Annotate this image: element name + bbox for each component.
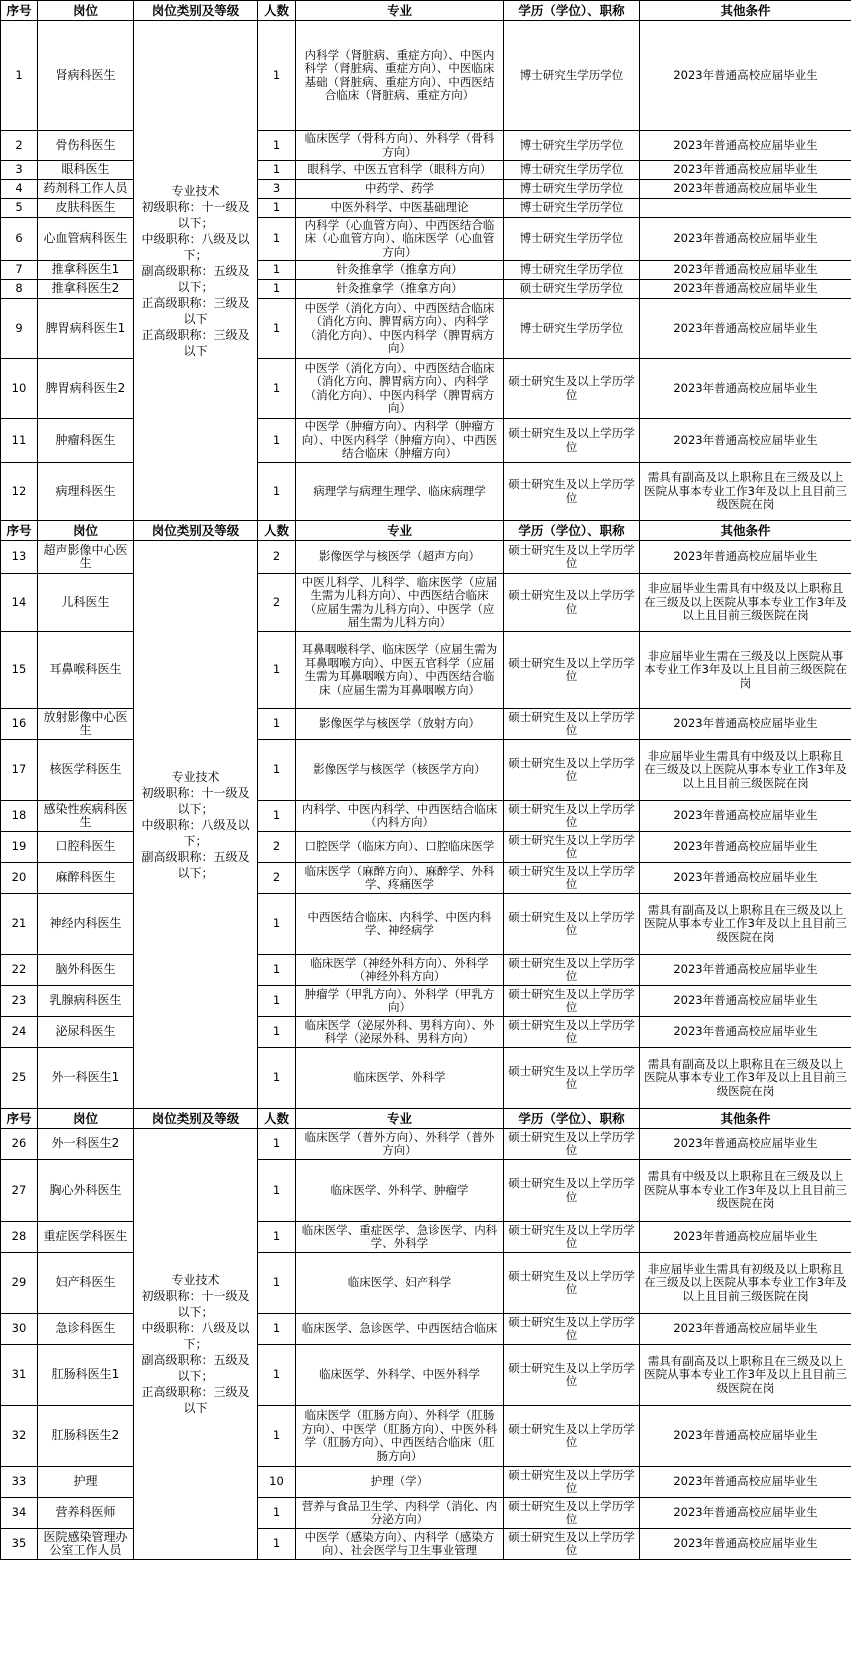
post-name: 药剂科工作人员 (38, 180, 134, 199)
post-name: 推拿科医生2 (38, 280, 134, 299)
headcount: 1 (258, 419, 296, 463)
major-requirement: 护理（学） (296, 1467, 504, 1498)
headcount: 1 (258, 131, 296, 161)
major-requirement: 中医学（消化方向）、中西医结合临床（消化方向、脾胃病方向）、内科学（消化方向）、中医内科学（脾胃病方向） (296, 299, 504, 359)
major-requirement: 影像医学与核医学（放射方向） (296, 709, 504, 740)
major-requirement: 临床医学（神经外科方向）、外科学（神经外科方向） (296, 955, 504, 986)
post-name: 心血管病科医生 (38, 218, 134, 261)
row-number: 16 (1, 709, 38, 740)
post-category-cell: 专业技术 初级职称：十一级及以下； 中级职称：八级及以下； 副高级职称：五级及以下； (134, 541, 258, 1109)
header-other: 其他条件 (640, 1, 851, 21)
post-name: 肿瘤科医生 (38, 419, 134, 463)
other-conditions: 需具有副高及以上职称且在三级及以上医院从事本专业工作3年及以上且目前三级医院在岗 (640, 894, 851, 955)
row-number: 26 (1, 1129, 38, 1160)
post-name: 乳腺病科医生 (38, 986, 134, 1017)
row-number: 25 (1, 1048, 38, 1109)
other-conditions: 2023年普通高校应届毕业生 (640, 261, 851, 280)
post-name: 泌尿科医生 (38, 1017, 134, 1048)
header-education: 学历（学位）、职称 (504, 1, 640, 21)
post-name: 神经内科医生 (38, 894, 134, 955)
table-row (1, 463, 851, 521)
major-requirement: 临床医学（泌尿外科、男科方向）、外科学（泌尿外科、男科方向） (296, 1017, 504, 1048)
education-requirement: 硕士研究生及以上学历学位 (504, 894, 640, 955)
row-number: 29 (1, 1253, 38, 1314)
post-name: 脑外科医生 (38, 955, 134, 986)
row-number: 1 (1, 21, 38, 131)
education-requirement: 硕士研究生及以上学历学位 (504, 463, 640, 521)
other-conditions: 2023年普通高校应届毕业生 (640, 832, 851, 863)
headcount: 2 (258, 574, 296, 632)
headcount: 1 (258, 1345, 296, 1406)
table-body (1, 1, 851, 1560)
row-number: 28 (1, 1222, 38, 1253)
education-requirement: 硕士研究生及以上学历学位 (504, 1345, 640, 1406)
education-requirement: 博士研究生学历学位 (504, 261, 640, 280)
major-requirement: 内科学、中医内科学、中西医结合临床（内科方向） (296, 801, 504, 832)
education-requirement: 博士研究生学历学位 (504, 199, 640, 218)
education-requirement: 硕士研究生及以上学历学位 (504, 1222, 640, 1253)
other-conditions: 2023年普通高校应届毕业生 (640, 161, 851, 180)
education-requirement: 博士研究生学历学位 (504, 131, 640, 161)
headcount: 1 (258, 1406, 296, 1467)
header-major: 专业 (296, 521, 504, 541)
headcount: 1 (258, 1498, 296, 1529)
education-requirement: 硕士研究生及以上学历学位 (504, 1529, 640, 1560)
post-name: 超声影像中心医生 (38, 541, 134, 574)
table-row (1, 574, 851, 632)
major-requirement: 眼科学、中医五官科学（眼科方向） (296, 161, 504, 180)
post-name: 儿科医生 (38, 574, 134, 632)
other-conditions: 2023年普通高校应届毕业生 (640, 359, 851, 419)
table-row (1, 419, 851, 463)
post-name: 外一科医生1 (38, 1048, 134, 1109)
other-conditions: 需具有副高及以上职称且在三级及以上医院从事本专业工作3年及以上且目前三级医院在岗 (640, 1345, 851, 1406)
headcount: 1 (258, 299, 296, 359)
table-row (1, 1498, 851, 1529)
table-row (1, 1467, 851, 1498)
headcount: 1 (258, 709, 296, 740)
row-number: 15 (1, 632, 38, 709)
table-row (1, 863, 851, 894)
table-header-row (1, 1, 851, 21)
row-number: 27 (1, 1160, 38, 1222)
major-requirement: 中医外科学、中医基础理论 (296, 199, 504, 218)
other-conditions: 2023年普通高校应届毕业生 (640, 299, 851, 359)
education-requirement: 硕士研究生及以上学历学位 (504, 1160, 640, 1222)
other-conditions: 非应届毕业生需具有初级及以上职称且在三级及以上医院从事本专业工作3年及以上且目前三级医院在岗 (640, 1253, 851, 1314)
major-requirement: 中医儿科学、儿科学、临床医学（应届生需为儿科方向）、中西医结合临床（应届生需为儿科方向）、中医学（应届生需为儿科方向） (296, 574, 504, 632)
major-requirement: 中医学（消化方向）、中西医结合临床（消化方向、脾胃病方向）、内科学（消化方向）、中医内科学（脾胃病方向） (296, 359, 504, 419)
post-name: 肛肠科医生2 (38, 1406, 134, 1467)
table-header-row (1, 1109, 851, 1129)
table-row (1, 801, 851, 832)
table-row (1, 299, 851, 359)
major-requirement: 临床医学（普外方向）、外科学（普外方向） (296, 1129, 504, 1160)
post-name: 医院感染管理办公室工作人员 (38, 1529, 134, 1560)
other-conditions: 2023年普通高校应届毕业生 (640, 1406, 851, 1467)
table-row (1, 261, 851, 280)
header-education: 学历（学位）、职称 (504, 521, 640, 541)
major-requirement: 中药学、药学 (296, 180, 504, 199)
major-requirement: 影像医学与核医学（核医学方向） (296, 740, 504, 801)
header-no: 序号 (1, 1109, 38, 1129)
table-row (1, 1222, 851, 1253)
table-row (1, 1017, 851, 1048)
other-conditions: 2023年普通高校应届毕业生 (640, 218, 851, 261)
other-conditions: 2023年普通高校应届毕业生 (640, 280, 851, 299)
post-name: 耳鼻喉科医生 (38, 632, 134, 709)
post-name: 肾病科医生 (38, 21, 134, 131)
table-row (1, 1529, 851, 1560)
education-requirement: 硕士研究生及以上学历学位 (504, 1314, 640, 1345)
headcount: 1 (258, 1160, 296, 1222)
table-row (1, 218, 851, 261)
post-name: 脾胃病科医生2 (38, 359, 134, 419)
table-row (1, 359, 851, 419)
headcount: 1 (258, 463, 296, 521)
major-requirement: 临床医学（麻醉方向）、麻醉学、外科学、疼痛医学 (296, 863, 504, 894)
post-name: 骨伤科医生 (38, 131, 134, 161)
header-post: 岗位 (38, 521, 134, 541)
row-number: 13 (1, 541, 38, 574)
other-conditions: 2023年普通高校应届毕业生 (640, 709, 851, 740)
row-number: 3 (1, 161, 38, 180)
major-requirement: 营养与食品卫生学、内科学（消化、内分泌方向） (296, 1498, 504, 1529)
education-requirement: 硕士研究生及以上学历学位 (504, 1017, 640, 1048)
post-name: 急诊科医生 (38, 1314, 134, 1345)
post-name: 妇产科医生 (38, 1253, 134, 1314)
header-other: 其他条件 (640, 1109, 851, 1129)
header-major: 专业 (296, 1109, 504, 1129)
table-row (1, 1160, 851, 1222)
post-name: 眼科医生 (38, 161, 134, 180)
row-number: 7 (1, 261, 38, 280)
headcount: 1 (258, 1314, 296, 1345)
other-conditions: 非应届毕业生需具有中级及以上职称且在三级及以上医院从事本专业工作3年及以上且目前三级医院在岗 (640, 574, 851, 632)
row-number: 10 (1, 359, 38, 419)
education-requirement: 硕士研究生及以上学历学位 (504, 863, 640, 894)
row-number: 9 (1, 299, 38, 359)
major-requirement: 耳鼻咽喉科学、临床医学（应届生需为耳鼻咽喉方向）、中医五官科学（应届生需为耳鼻咽喉方向）、中西医结合临床（应届生需为耳鼻咽喉方向） (296, 632, 504, 709)
post-name: 脾胃病科医生1 (38, 299, 134, 359)
major-requirement: 内科学（肾脏病、重症方向）、中医内科学（肾脏病、重症方向）、中医临床基础（肾脏病、重症方向）、中西医结合临床（肾脏病、重症方向） (296, 21, 504, 131)
header-count: 人数 (258, 1109, 296, 1129)
table-row (1, 1406, 851, 1467)
table-row (1, 1129, 851, 1160)
table-row (1, 832, 851, 863)
table-row (1, 894, 851, 955)
table-row (1, 955, 851, 986)
other-conditions: 2023年普通高校应届毕业生 (640, 1529, 851, 1560)
other-conditions: 2023年普通高校应届毕业生 (640, 986, 851, 1017)
headcount: 1 (258, 218, 296, 261)
other-conditions: 2023年普通高校应届毕业生 (640, 1314, 851, 1345)
headcount: 1 (258, 261, 296, 280)
other-conditions: 2023年普通高校应届毕业生 (640, 1129, 851, 1160)
row-number: 31 (1, 1345, 38, 1406)
headcount: 1 (258, 199, 296, 218)
row-number: 19 (1, 832, 38, 863)
row-number: 23 (1, 986, 38, 1017)
other-conditions: 2023年普通高校应届毕业生 (640, 1467, 851, 1498)
row-number: 22 (1, 955, 38, 986)
other-conditions: 2023年普通高校应届毕业生 (640, 180, 851, 199)
other-conditions: 2023年普通高校应届毕业生 (640, 21, 851, 131)
education-requirement: 硕士研究生及以上学历学位 (504, 574, 640, 632)
other-conditions: 2023年普通高校应届毕业生 (640, 1498, 851, 1529)
other-conditions: 需具有中级及以上职称且在三级及以上医院从事本专业工作3年及以上且目前三级医院在岗 (640, 1160, 851, 1222)
header-post: 岗位 (38, 1109, 134, 1129)
education-requirement: 硕士研究生及以上学历学位 (504, 1467, 640, 1498)
other-conditions (640, 199, 851, 218)
header-no: 序号 (1, 521, 38, 541)
major-requirement: 临床医学、外科学、肿瘤学 (296, 1160, 504, 1222)
row-number: 8 (1, 280, 38, 299)
table-row (1, 1314, 851, 1345)
row-number: 33 (1, 1467, 38, 1498)
headcount: 2 (258, 832, 296, 863)
major-requirement: 针灸推拿学（推拿方向） (296, 261, 504, 280)
major-requirement: 临床医学、急诊医学、中西医结合临床 (296, 1314, 504, 1345)
major-requirement: 临床医学、妇产科学 (296, 1253, 504, 1314)
other-conditions: 2023年普通高校应届毕业生 (640, 1017, 851, 1048)
post-name: 护理 (38, 1467, 134, 1498)
other-conditions: 2023年普通高校应届毕业生 (640, 1222, 851, 1253)
header-major: 专业 (296, 1, 504, 21)
row-number: 35 (1, 1529, 38, 1560)
header-other: 其他条件 (640, 521, 851, 541)
major-requirement: 口腔医学（临床方向）、口腔临床医学 (296, 832, 504, 863)
major-requirement: 临床医学、外科学、中医外科学 (296, 1345, 504, 1406)
table-row (1, 986, 851, 1017)
other-conditions: 2023年普通高校应届毕业生 (640, 541, 851, 574)
other-conditions: 2023年普通高校应届毕业生 (640, 419, 851, 463)
table-row (1, 632, 851, 709)
other-conditions: 需具有副高及以上职称且在三级及以上医院从事本专业工作3年及以上且目前三级医院在岗 (640, 463, 851, 521)
major-requirement: 中医学（肿瘤方向）、内科学（肿瘤方向）、中医内科学（肿瘤方向）、中西医结合临床（肿瘤方向） (296, 419, 504, 463)
row-number: 12 (1, 463, 38, 521)
education-requirement: 硕士研究生及以上学历学位 (504, 740, 640, 801)
row-number: 18 (1, 801, 38, 832)
row-number: 4 (1, 180, 38, 199)
other-conditions: 2023年普通高校应届毕业生 (640, 801, 851, 832)
post-name: 皮肤科医生 (38, 199, 134, 218)
headcount: 10 (258, 1467, 296, 1498)
headcount: 1 (258, 955, 296, 986)
table-row (1, 1345, 851, 1406)
post-name: 口腔科医生 (38, 832, 134, 863)
headcount: 1 (258, 632, 296, 709)
post-name: 推拿科医生1 (38, 261, 134, 280)
major-requirement: 临床医学（骨科方向）、外科学（骨科方向） (296, 131, 504, 161)
post-category-cell: 专业技术 初级职称：十一级及以下； 中级职称：八级及以下； 副高级职称：五级及以下； 正高级职称：三级及以下 (134, 1129, 258, 1560)
major-requirement: 针灸推拿学（推拿方向） (296, 280, 504, 299)
headcount: 1 (258, 21, 296, 131)
table-row (1, 280, 851, 299)
major-requirement: 中西医结合临床、内科学、中医内科学、神经病学 (296, 894, 504, 955)
row-number: 34 (1, 1498, 38, 1529)
post-name: 病理科医生 (38, 463, 134, 521)
major-requirement: 内科学（心血管方向）、中西医结合临床（心血管方向）、临床医学（心血管方向） (296, 218, 504, 261)
other-conditions: 非应届毕业生需具有中级及以上职称且在三级及以上医院从事本专业工作3年及以上且目前三级医院在岗 (640, 740, 851, 801)
education-requirement: 硕士研究生及以上学历学位 (504, 955, 640, 986)
headcount: 3 (258, 180, 296, 199)
row-number: 6 (1, 218, 38, 261)
education-requirement: 博士研究生学历学位 (504, 21, 640, 131)
header-education: 学历（学位）、职称 (504, 1109, 640, 1129)
education-requirement: 硕士研究生及以上学历学位 (504, 419, 640, 463)
table-row (1, 21, 851, 131)
education-requirement: 硕士研究生及以上学历学位 (504, 541, 640, 574)
education-requirement: 硕士研究生及以上学历学位 (504, 986, 640, 1017)
major-requirement: 肿瘤学（甲乳方向）、外科学（甲乳方向） (296, 986, 504, 1017)
row-number: 17 (1, 740, 38, 801)
other-conditions: 2023年普通高校应届毕业生 (640, 863, 851, 894)
other-conditions: 非应届毕业生需在三级及以上医院从事本专业工作3年及以上且目前三级医院在岗 (640, 632, 851, 709)
header-category: 岗位类别及等级 (134, 521, 258, 541)
post-name: 外一科医生2 (38, 1129, 134, 1160)
education-requirement: 硕士研究生及以上学历学位 (504, 1129, 640, 1160)
row-number: 2 (1, 131, 38, 161)
headcount: 1 (258, 1048, 296, 1109)
row-number: 32 (1, 1406, 38, 1467)
headcount: 1 (258, 1253, 296, 1314)
post-name: 营养科医师 (38, 1498, 134, 1529)
headcount: 1 (258, 359, 296, 419)
education-requirement: 硕士研究生及以上学历学位 (504, 1253, 640, 1314)
major-requirement: 中医学（感染方向）、内科学（感染方向）、社会医学与卫生事业管理 (296, 1529, 504, 1560)
headcount: 2 (258, 541, 296, 574)
row-number: 20 (1, 863, 38, 894)
table-row (1, 740, 851, 801)
post-name: 重症医学科医生 (38, 1222, 134, 1253)
post-name: 肛肠科医生1 (38, 1345, 134, 1406)
education-requirement: 博士研究生学历学位 (504, 161, 640, 180)
headcount: 1 (258, 1222, 296, 1253)
major-requirement: 临床医学（肛肠方向）、外科学（肛肠方向）、中医学（肛肠方向）、中医外科学（肛肠方向）、中西医结合临床（肛肠方向） (296, 1406, 504, 1467)
header-no: 序号 (1, 1, 38, 21)
education-requirement: 硕士研究生及以上学历学位 (504, 359, 640, 419)
table-row (1, 131, 851, 161)
table-row (1, 1253, 851, 1314)
headcount: 1 (258, 1129, 296, 1160)
headcount: 1 (258, 1017, 296, 1048)
header-count: 人数 (258, 521, 296, 541)
row-number: 21 (1, 894, 38, 955)
education-requirement: 硕士研究生及以上学历学位 (504, 832, 640, 863)
headcount: 1 (258, 280, 296, 299)
education-requirement: 硕士研究生及以上学历学位 (504, 632, 640, 709)
headcount: 1 (258, 801, 296, 832)
other-conditions: 需具有副高及以上职称且在三级及以上医院从事本专业工作3年及以上且目前三级医院在岗 (640, 1048, 851, 1109)
row-number: 24 (1, 1017, 38, 1048)
table-row (1, 1048, 851, 1109)
post-name: 胸心外科医生 (38, 1160, 134, 1222)
education-requirement: 硕士研究生学历学位 (504, 280, 640, 299)
education-requirement: 博士研究生学历学位 (504, 180, 640, 199)
major-requirement: 临床医学、重症医学、急诊医学、内科学、外科学 (296, 1222, 504, 1253)
education-requirement: 硕士研究生及以上学历学位 (504, 801, 640, 832)
table-row (1, 709, 851, 740)
headcount: 1 (258, 894, 296, 955)
post-name: 核医学科医生 (38, 740, 134, 801)
headcount: 2 (258, 863, 296, 894)
row-number: 30 (1, 1314, 38, 1345)
header-category: 岗位类别及等级 (134, 1, 258, 21)
education-requirement: 硕士研究生及以上学历学位 (504, 1406, 640, 1467)
post-name: 放射影像中心医生 (38, 709, 134, 740)
row-number: 14 (1, 574, 38, 632)
headcount: 1 (258, 1529, 296, 1560)
major-requirement: 影像医学与核医学（超声方向） (296, 541, 504, 574)
row-number: 11 (1, 419, 38, 463)
table-row (1, 161, 851, 180)
post-category-cell: 专业技术 初级职称：十一级及以下； 中级职称：八级及以下； 副高级职称：五级及以下； 正高级职称：三级及以下 正高级职称：三级及以下 (134, 21, 258, 521)
headcount: 1 (258, 161, 296, 180)
row-number: 5 (1, 199, 38, 218)
education-requirement: 硕士研究生及以上学历学位 (504, 709, 640, 740)
headcount: 1 (258, 740, 296, 801)
table-row (1, 199, 851, 218)
header-category: 岗位类别及等级 (134, 1109, 258, 1129)
table-header-row (1, 521, 851, 541)
education-requirement: 博士研究生学历学位 (504, 299, 640, 359)
headcount: 1 (258, 986, 296, 1017)
other-conditions: 2023年普通高校应届毕业生 (640, 131, 851, 161)
post-name: 麻醉科医生 (38, 863, 134, 894)
education-requirement: 硕士研究生及以上学历学位 (504, 1498, 640, 1529)
header-post: 岗位 (38, 1, 134, 21)
table-row (1, 180, 851, 199)
education-requirement: 硕士研究生及以上学历学位 (504, 1048, 640, 1109)
post-name: 感染性疾病科医生 (38, 801, 134, 832)
header-count: 人数 (258, 1, 296, 21)
other-conditions: 2023年普通高校应届毕业生 (640, 955, 851, 986)
education-requirement: 博士研究生学历学位 (504, 218, 640, 261)
major-requirement: 病理学与病理生理学、临床病理学 (296, 463, 504, 521)
major-requirement: 临床医学、外科学 (296, 1048, 504, 1109)
table-row (1, 541, 851, 574)
